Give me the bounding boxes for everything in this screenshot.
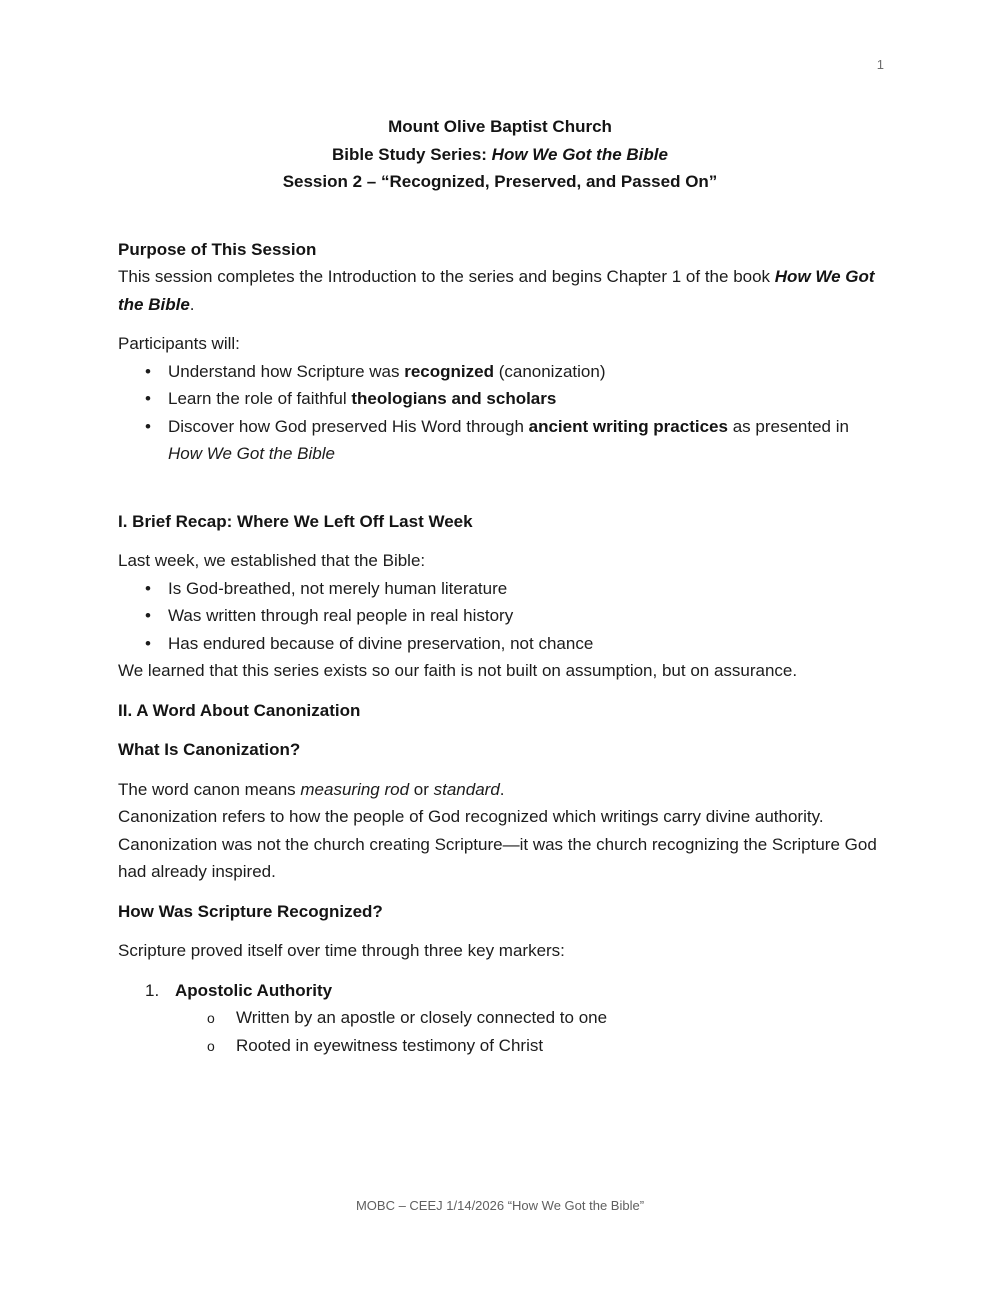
list-item-text: Is God-breathed, not merely human literature [168,578,508,598]
document-body [118,0,882,1059]
church-name: Mount Olive Baptist Church [388,117,612,136]
bullet-icon: • [145,633,151,653]
list-item [118,602,882,630]
list-item-text: Was written through real people in real history [168,606,514,625]
recap-intro: Last week, we established that the Bible: [118,551,426,570]
how-recognized-heading: How Was Scripture Recognized? [118,901,383,921]
purpose-intro [118,263,882,318]
list-item [118,385,882,413]
page-number: 1 [876,57,884,72]
canonization-refers-paragraph: Canonization refers to how the people of God recognized which writings carry divine authority. [118,807,824,826]
list-item-bold: recognized [404,361,494,381]
canon-term: standard [433,779,500,799]
series-title-prefix: Bible Study Series: [332,144,492,164]
series-title-line [118,141,882,169]
list-item [118,1004,882,1032]
circle-bullet-icon: o [207,1037,215,1054]
canon-term: measuring rod [300,779,410,799]
bullet-icon: • [145,416,151,436]
list-item-text: Has endured because of divine preservation, not chance [168,633,594,653]
purpose-heading: Purpose of This Session [118,239,317,259]
book-title: How We Got the Bible [118,267,875,314]
list-item [118,575,882,603]
canonization-heading: II. A Word About Canonization [118,700,361,720]
marker-sub-list [175,1004,882,1059]
canon-definition-period: . [499,779,505,799]
list-item [118,1032,882,1060]
list-item-text: Written by an apostle or closely connected to one [236,1008,608,1027]
list-item-bold: ancient writing practices [528,416,728,436]
document-title-block [118,113,882,196]
list-item [118,413,882,468]
canon-definition-text: or [409,779,434,799]
recap-heading: I. Brief Recap: Where We Left Off Last Week [118,511,473,531]
bullet-icon: • [145,578,151,598]
participants-line: Participants will: [118,334,240,353]
recap-bullet-list [118,575,882,658]
list-item-text: Learn the role of faithful [168,389,352,408]
bullet-icon: • [145,389,151,408]
purpose-intro-text: This session completes the Introduction to the series and begins Chapter 1 of the book [118,267,775,286]
list-item [118,630,882,658]
markers-list [118,977,882,1060]
list-item-text: Rooted in eyewitness testimony of Christ [236,1035,544,1055]
list-item [118,977,882,1060]
canon-definition [118,776,882,804]
list-item-text: Discover how God preserved His Word through [168,416,529,436]
canonization-not-church-paragraph: Canonization was not the church creating Scripture—it was the church recognizing the Scripture God had already inspired. [118,834,877,881]
bullet-icon: • [145,606,151,625]
book-title: How We Got the Bible [491,144,668,164]
list-item-bold: theologians and scholars [351,389,557,408]
canon-definition-text: The word canon means [118,779,301,799]
list-item-text: (canonization) [493,361,606,381]
page-footer: MOBC – CEEJ 1/14/2026 “How We Got the Bible” [355,1198,645,1213]
what-is-canonization-heading: What Is Canonization? [118,740,301,759]
session-title: Session 2 – “Recognized, Preserved, and Passed On” [282,172,718,191]
book-title: How We Got the Bible [168,444,335,463]
purpose-bullet-list [118,358,882,468]
circle-bullet-icon: o [207,1010,215,1026]
list-number: 1. [145,980,160,1000]
bullet-icon: • [145,361,151,381]
marker-title: Apostolic Authority [175,980,333,1000]
purpose-intro-period: . [189,294,195,314]
list-item-text: as presented in [727,416,849,436]
list-item-text: Understand how Scripture was [168,361,405,381]
recap-outro: We learned that this series exists so our faith is not built on assumption, but on assurance. [118,661,798,680]
list-item [118,358,882,386]
markers-intro: Scripture proved itself over time through three key markers: [118,941,565,960]
